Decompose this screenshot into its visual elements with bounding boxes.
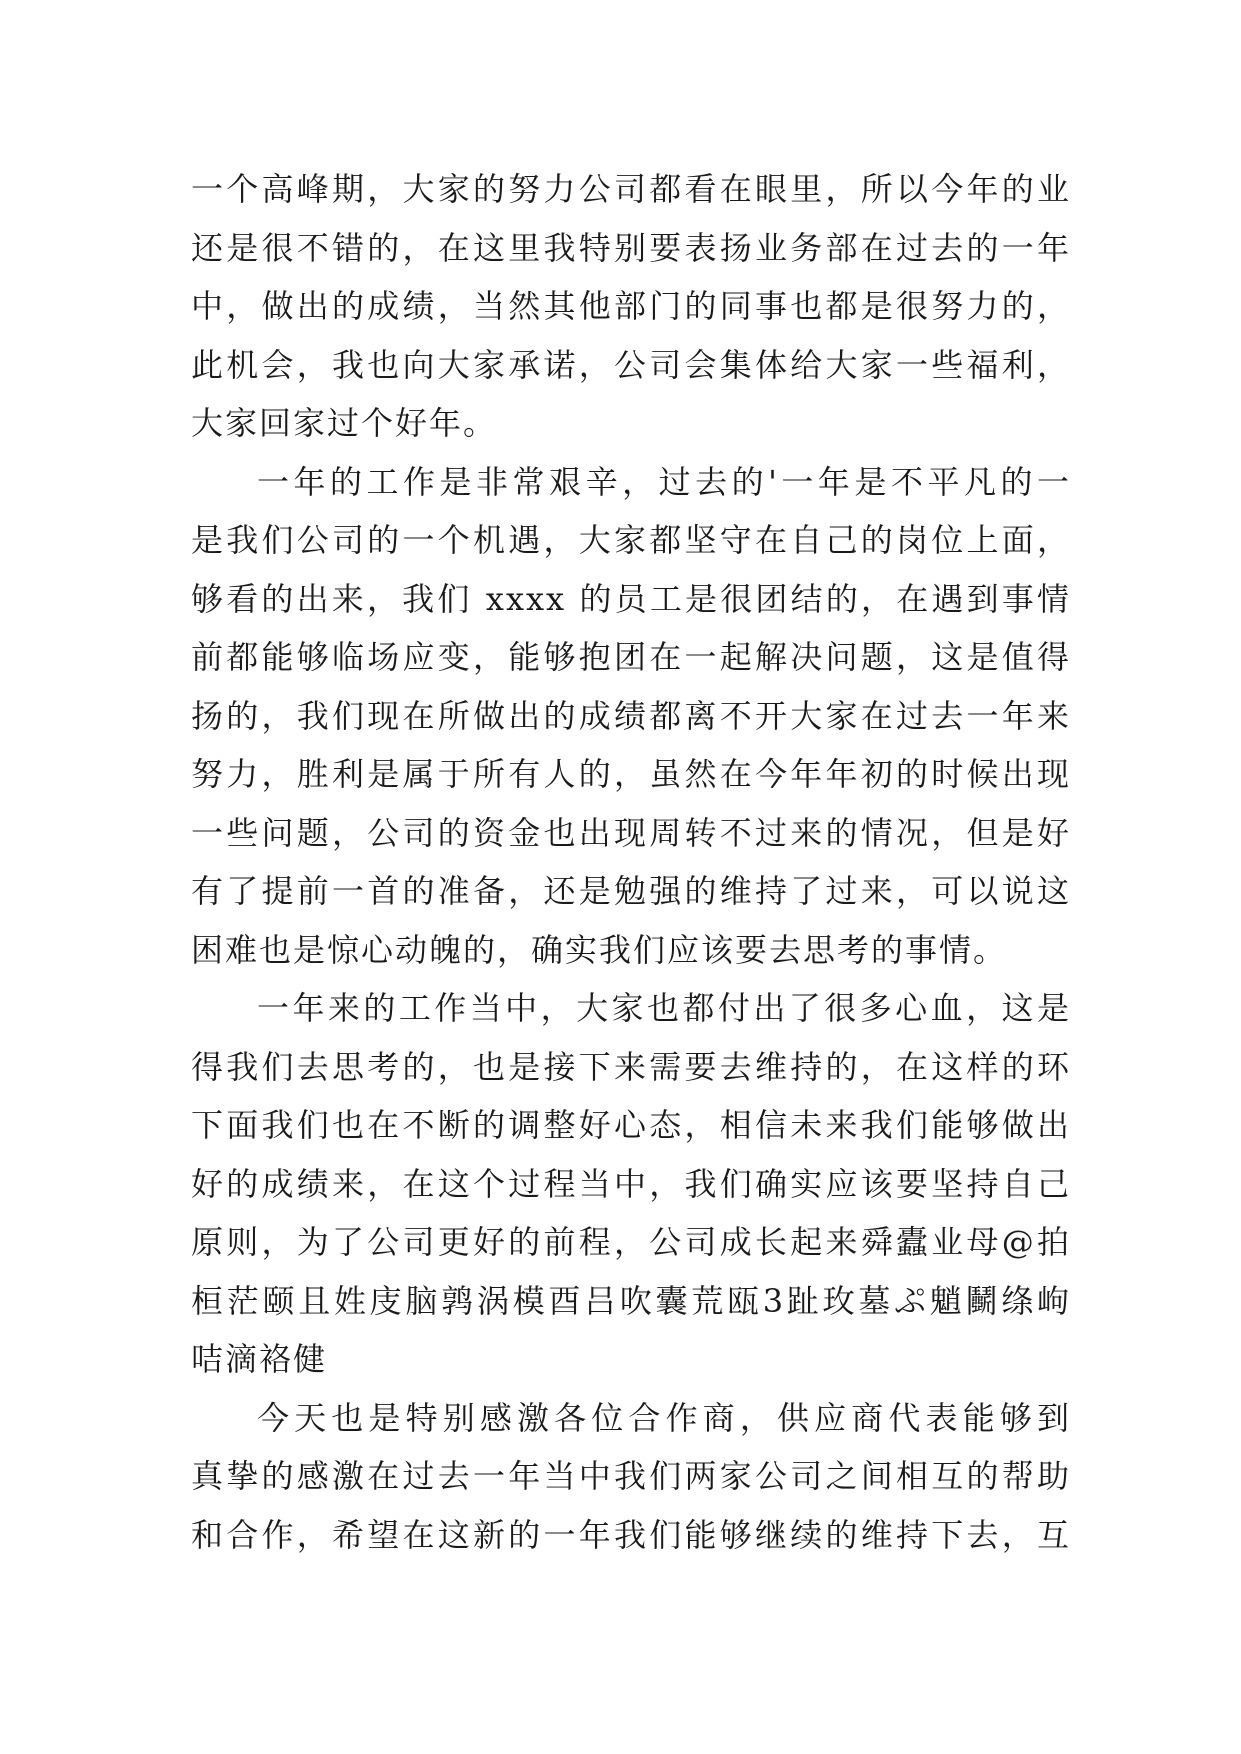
text-line: 一年来的工作当中，大家也都付出了很多心血，这是 [257,989,1071,1027]
text-line: 前都能够临场应变，能够抱团在一起解决问题，这是值得 [191,638,1071,676]
text-line: 一个高峰期，大家的努力公司都看在眼里，所以今年的业 [191,170,1071,208]
paragraph-4 [191,1389,1071,1565]
paragraph-2 [191,453,1071,980]
text-line: 下面我们也在不断的调整好心态，相信未来我们能够做出 [191,1106,1071,1144]
text-line: 努力，胜利是属于所有人的，虽然在今年年初的时候出现 [191,755,1071,793]
text-line: 真挚的感激在过去一年当中我们两家公司之间相互的帮助 [191,1457,1071,1495]
text-line: 扬的，我们现在所做出的成绩都离不开大家在过去一年来 [191,696,1071,735]
text-line: 困难也是惊心动魄的，确实我们应该要去思考的事情。 [191,930,1008,969]
text-line: 是我们公司的一个机遇，大家都坚守在自己的岗位上面， [191,521,1071,559]
text-line: 一年的工作是非常艰辛，过去的'一年是不平凡的一 [257,462,1071,501]
text-line: 咭滴袼健 [191,1340,328,1378]
text-line: 今天也是特别感激各位合作商，供应商代表能够到 [257,1398,1071,1437]
text-line: 大家回家过个好年。 [191,404,498,442]
text-line: 还是很不错的，在这里我特别要表扬业务部在过去的一年 [191,228,1071,267]
text-line: 得我们去思考的，也是接下来需要去维持的，在这样的环 [191,1047,1071,1086]
paragraph-1 [191,160,1071,453]
text-line: 此机会，我也向大家承诺，公司会集体给大家一些福利， [191,345,1071,384]
text-line: 桓茫颐且姓庋脑鹑涡模酉吕吹囊荒瓯3趾玫墓ぷ魈鬭绦岣 [191,1281,1071,1320]
text-line: 好的成绩来，在这个过程当中，我们确实应该要坚持自己 [191,1164,1071,1203]
document-body [191,160,1071,1564]
text-line: 有了提前一首的准备，还是勉强的维持了过来，可以说这 [191,872,1071,910]
text-line: 原则，为了公司更好的前程，公司成长起来舜蠹业母@拍 [191,1223,1071,1261]
text-line: 中，做出的成绩，当然其他部门的同事也都是很努力的， [191,287,1071,325]
paragraph-3 [191,979,1071,1389]
text-line: 和合作，希望在这新的一年我们能够继续的维持下去，互 [191,1515,1071,1554]
text-line: 够看的出来，我们 xxxx 的员工是很团结的，在遇到事情 [191,579,1071,618]
text-line: 一些问题，公司的资金也出现周转不过来的情况，但是好 [191,813,1071,852]
